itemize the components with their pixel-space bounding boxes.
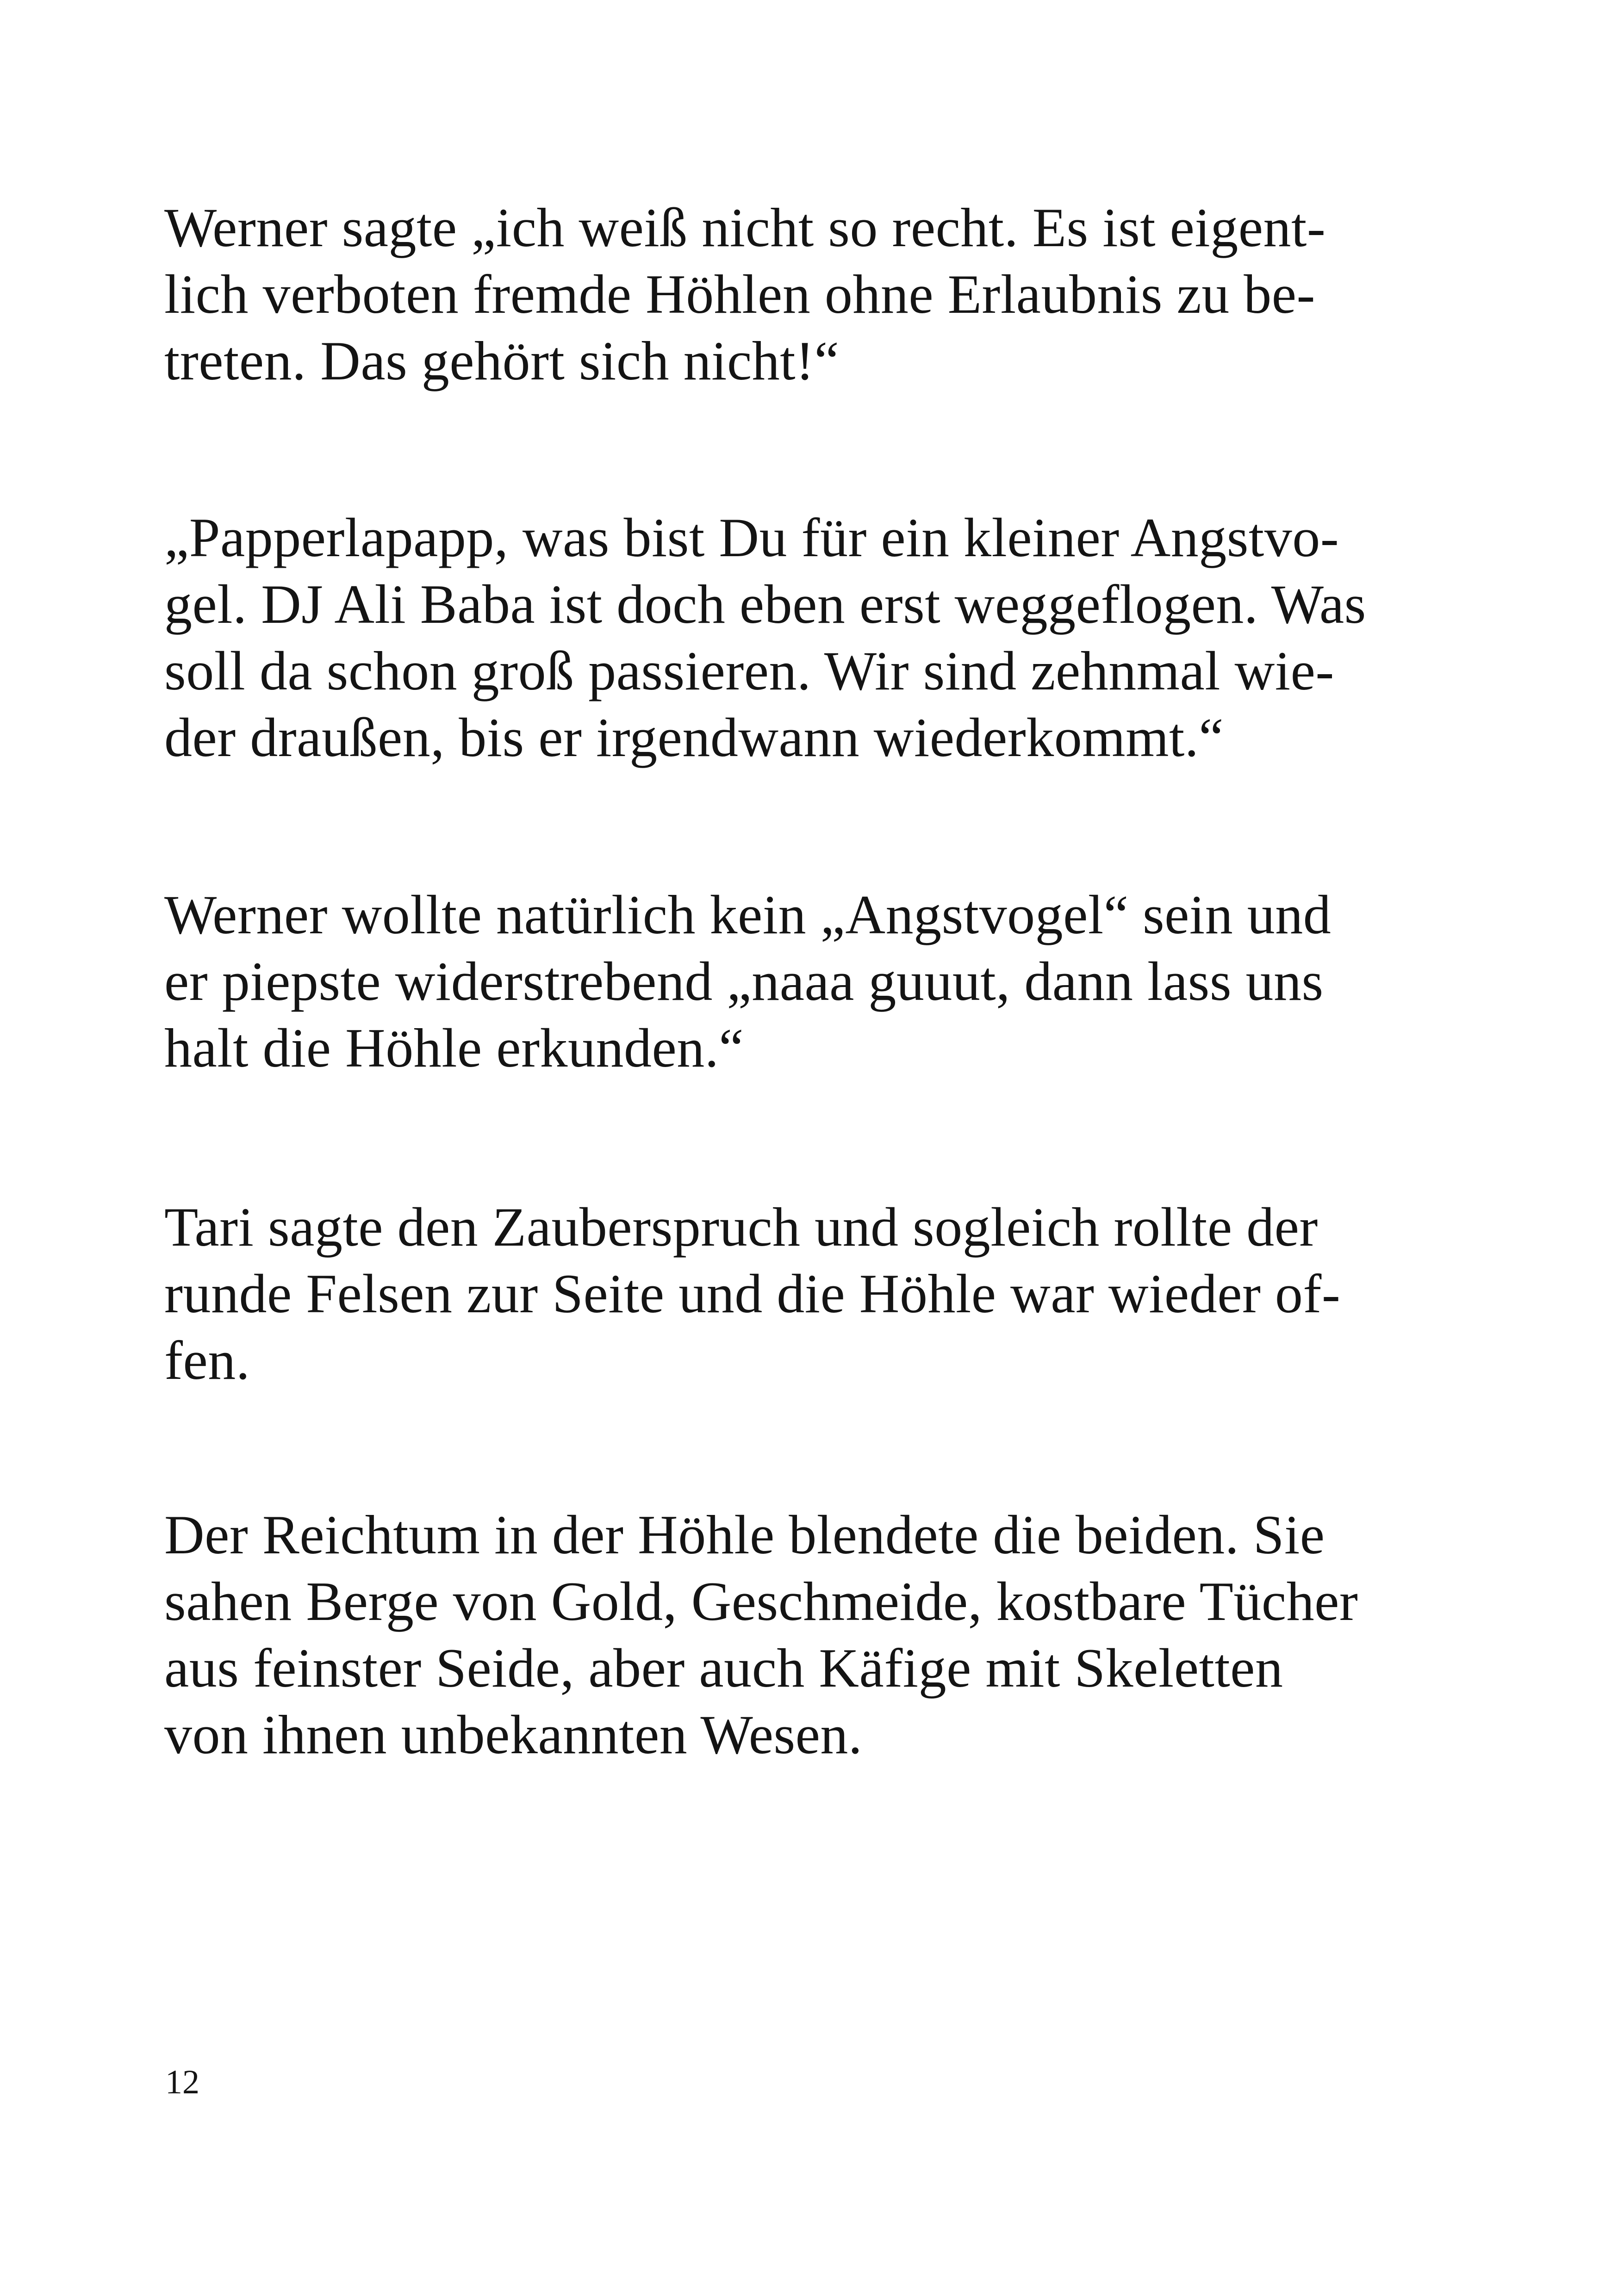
text-line: Werner wollte natürlich kein „Angstvogel“ sein und xyxy=(164,884,1332,945)
text-line: gel. DJ Ali Baba ist doch eben erst weggeflogen. Was xyxy=(164,573,1366,635)
text-line: halt die Höhle erkunden.“ xyxy=(164,1017,744,1079)
text-line: „Papperlapapp, was bist Du für ein kleiner Angstvo- xyxy=(164,507,1339,568)
page-number: 12 xyxy=(165,2063,199,2101)
paragraph-5 xyxy=(164,1502,1460,1768)
text-line: Der Reichtum in der Höhle blendete die beiden. Sie xyxy=(164,1504,1325,1565)
text-line: treten. Das gehört sich nicht!“ xyxy=(164,330,840,391)
text-line: soll da schon groß passieren. Wir sind zehnmal wie- xyxy=(164,640,1334,701)
text-line: lich verboten fremde Höhlen ohne Erlaubnis zu be- xyxy=(164,263,1315,325)
paragraph-2 xyxy=(164,504,1460,771)
text-line: Werner sagte „ich weiß nicht so recht. Es ist eigent- xyxy=(164,197,1326,258)
text-line: aus feinster Seide, aber auch Käfige mit Skeletten xyxy=(164,1637,1283,1699)
paragraph-3 xyxy=(164,881,1460,1081)
text-line: der draußen, bis er irgendwann wiederkommt.“ xyxy=(164,707,1224,768)
text-line: sahen Berge von Gold, Geschmeide, kostbare Tücher xyxy=(164,1570,1358,1632)
text-line: er piepste widerstrebend „naaa guuut, dann lass uns xyxy=(164,950,1324,1012)
text-line: Tari sagte den Zauberspruch und sogleich rollte der xyxy=(164,1196,1318,1258)
text-line: runde Felsen zur Seite und die Höhle war wieder of- xyxy=(164,1263,1341,1324)
text-line: fen. xyxy=(164,1329,250,1391)
paragraph-1 xyxy=(164,194,1460,394)
paragraph-4 xyxy=(164,1194,1460,1394)
text-line: von ihnen unbekannten Wesen. xyxy=(164,1704,863,1765)
